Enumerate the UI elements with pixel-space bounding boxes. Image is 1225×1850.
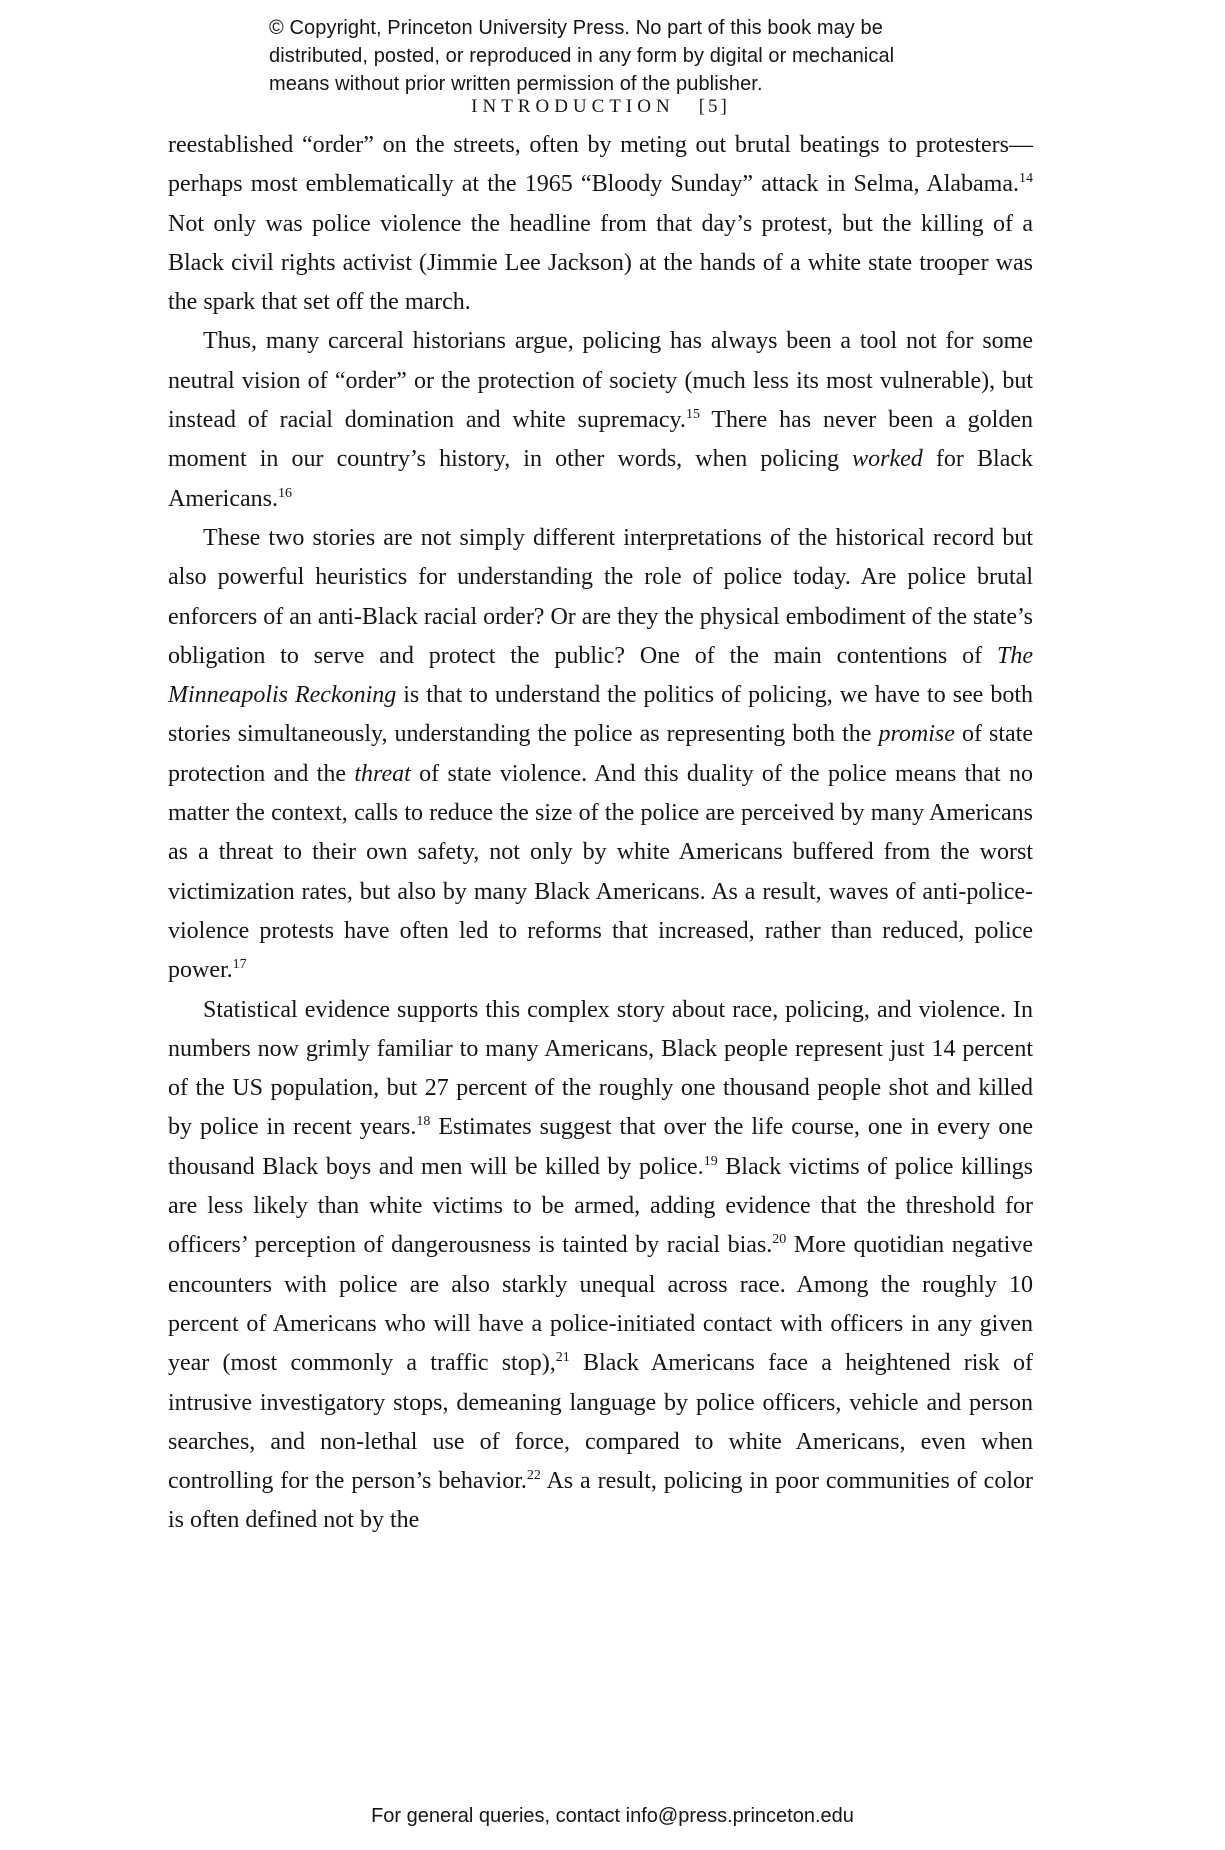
footnote-reference: 14 [1019,171,1033,187]
text-run: threat [354,760,411,787]
text-run: There has never been a golden moment in our country’s history, in other words, when policing [168,407,1034,473]
copyright-line: © Copyright, Princeton University Press. No part of this book may be [269,17,884,39]
text-run: promise [878,721,955,748]
text-run: Estimates suggest that over the life course, one in every one thousand Black boys and men will be killed by police. [168,1114,1034,1180]
text-run: Black Americans face a heightened risk of intrusive investigatory stops, demeaning language by police officers, vehicle and person searches, and non-lethal use of force, compared to white Americans, even when controlling for the person’s behavior. [168,1350,1034,1495]
text-run: Not only was police violence the headline from that day’s protest, but the killing of a Black civil rights activist (Jimmie Lee Jackson) at the hands of a white state trooper was the spark that set off the march. [168,210,1033,316]
copyright-notice [269,14,894,98]
body-paragraph [168,126,1033,322]
text-run: is that to understand the politics of policing, we have to see both stories simultaneously, understanding the police as representing both the [168,682,1033,748]
text-run: As a result, policing in poor communities of color is often defined not by the [168,1468,1033,1534]
copyright-line: distributed, posted, or reproduced in any form by digital or mechanical [269,45,895,67]
text-run: Thus, many carceral historians argue, policing has always been a tool not for some neutral vision of “order” or the protection of society (much less its most vulnerable), but instead of racial domination and white supremacy. [168,328,1033,434]
body-paragraph [168,991,1033,1541]
copyright-line: means without prior written permission of the publisher. [269,73,763,95]
text-run: Statistical evidence supports this complex story about race, policing, and violence. In numbers now grimly familiar to many Americans, Black people represent just 14 percent of the US population, but 27 percent of the roughly one thousand people shot and killed by police in recent years. [168,996,1033,1141]
footer-query-line: For general queries, contact info@press.princeton.edu [371,1805,854,1827]
text-run: The Minneapolis Reckoning [168,642,1033,709]
body-paragraph [168,519,1033,991]
footnote-reference: 15 [685,407,700,423]
text-run: of state protection and the [168,721,1033,787]
footnote-reference: 19 [703,1153,718,1169]
page-number: [5] [698,96,730,117]
text-run: reestablished “order” on the streets, often by meting out brutal beatings to protesters—perhaps most emblematically at the 1965 “Bloody Sunday” attack in Selma, Alabama. [168,132,1033,198]
text-run: worked [852,446,923,473]
text-run: of state violence. And this duality of the police means that no matter the context, calls to reduce the size of the police are perceived by many Americans as a threat to their own safety, not only by white Americans buffered from the worst victimization rates, but also by many Black Americans. As a result, waves of anti-police-violence protests have often led to reforms that increased, rather than reduced, police power. [168,760,1033,984]
footnote-reference: 17 [232,957,247,973]
footnote-reference: 20 [772,1232,787,1248]
footnote-reference: 16 [277,485,292,501]
body-text [168,126,1033,1541]
footnote-reference: 18 [416,1114,431,1130]
text-run: These two stories are not simply different interpretations of the historical record but also powerful heuristics for understanding the role of police today. Are police brutal enforcers of an anti-Black racial order? Or are they the physical embodiment of the state’s obligation to serve and protect the public? One of the main contentions of [168,524,1033,669]
text-run: for Black Americans. [168,446,1034,512]
running-head [168,96,1033,118]
body-paragraph [168,322,1033,518]
text-run: More quotidian negative encounters with police are also starkly unequal across race. Among the roughly 10 percent of Americans who will have a police-initiated contact with officers in any given year (most commonly a traffic stop), [168,1232,1033,1377]
footnote-reference: 22 [526,1468,541,1484]
text-run: Black victims of police killings are less likely than white victims to be armed, adding evidence that the threshold for officers’ perception of dangerousness is tainted by racial bias. [168,1153,1033,1259]
footnote-reference: 21 [555,1350,570,1366]
section-title: INTRODUCTION [471,96,675,117]
